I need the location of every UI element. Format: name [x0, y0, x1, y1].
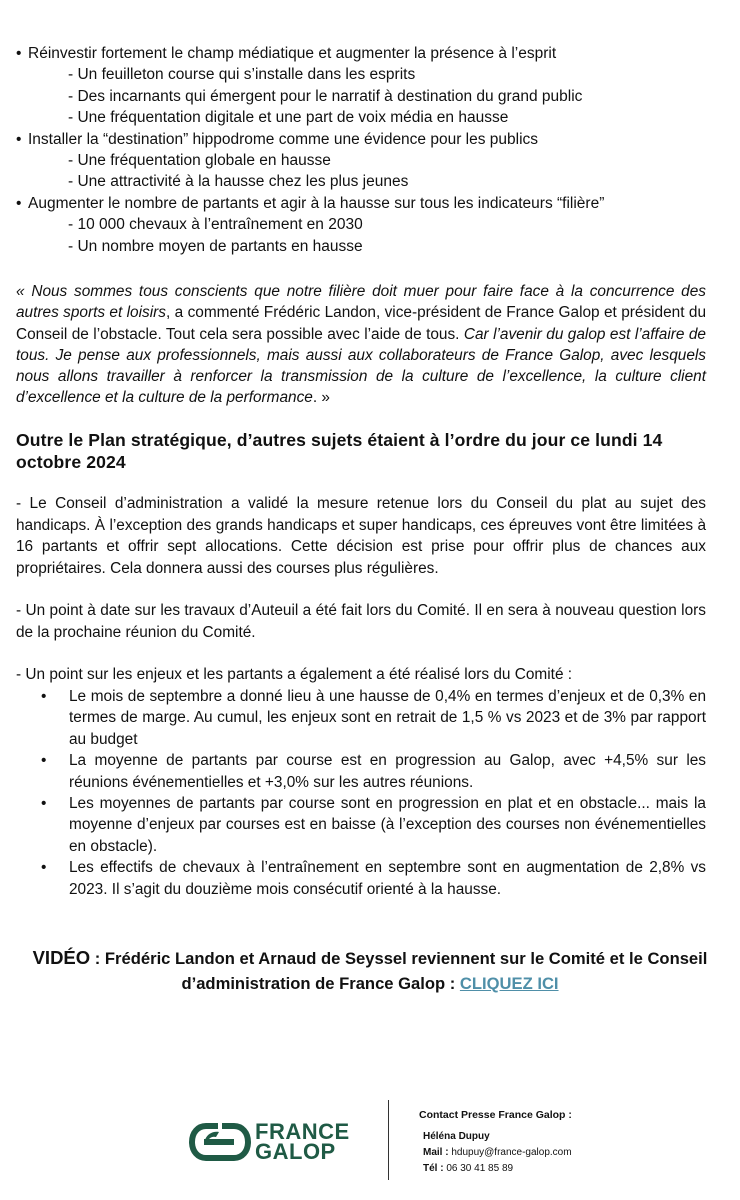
contact-title: Contact Presse France Galop : [419, 1109, 572, 1121]
sub-item: - Un nombre moyen de partants en hausse [68, 237, 363, 255]
sub-item: - Une fréquentation globale en hausse [68, 152, 331, 170]
bullet-dot: • [41, 795, 47, 813]
bullet-dot: • [16, 45, 22, 62]
quote-italic-1: « Nous sommes tous conscients que notre filière doit muer pour faire face à la concurrence des autres sports et loisirs [16, 283, 706, 322]
footer-divider [388, 1100, 389, 1180]
quote-attribution: , a commenté Frédéric Landon, vice-président de France Galop et président du Conseil de l’obstacle. Tout cela sera possible avec l’aide de tous. [16, 304, 707, 343]
contact-name [419, 1129, 729, 1145]
press-contact [419, 1107, 729, 1177]
stats-text: Les moyennes de partants par course sont en progression en plat et en obstacle... mais la moyenne d’enjeux par courses est en baisse (à l’exception des courses non événementielles en obstacle). [69, 795, 706, 855]
tel-value: 06 30 41 85 89 [443, 1163, 514, 1174]
sub-item: - Une fréquentation digitale et une part de voix média en hausse [68, 109, 509, 127]
horseshoe-logo-icon [189, 1120, 251, 1164]
sub-item: - Une attractivité à la hausse chez les plus jeunes [68, 173, 409, 191]
mail-label: Mail : [423, 1147, 449, 1158]
enjeux-intro-paragraph: - Un point sur les enjeux et les partants a également a été réalisé lors du Comité : [16, 666, 573, 683]
bullet-item [16, 43, 716, 64]
bullet-dot: • [16, 130, 22, 148]
contact-name-text: Héléna Dupuy [423, 1131, 490, 1142]
quote-italic-2: Car l’avenir du galop est l’affaire de tous. Je pense aux professionnels, mais aussi aux collaborateurs de France Galop, avec lesquels nous allons travailler à renforcer la transmission de la culture de l’excellence, la culture client d’excellence et la culture de la performance [16, 325, 706, 407]
logo-line-2: GALOP [255, 1139, 336, 1164]
logo-wordmark [255, 1119, 350, 1164]
section-heading: Outre le Plan stratégique, d’autres sujets étaient à l’ordre du jour ce lundi 14 octobre 2024 [16, 430, 663, 472]
bullet-item [16, 193, 716, 214]
bullet-item [16, 129, 716, 150]
contact-mail [419, 1145, 729, 1161]
sub-item: - Des incarnants qui émergent pour le narratif à destination du grand public [68, 87, 583, 105]
stats-text: Les effectifs de chevaux à l’entraînement en septembre sont en augmentation de 2,8% vs 2023. Il s’agit du douzième mois consécutif orienté à la hausse. [69, 859, 706, 898]
video-callout [20, 945, 720, 996]
auteuil-paragraph: - Un point à date sur les travaux d’Auteuil a été fait lors du Comité. Il en sera à nouveau question lors de la prochaine réunion du Comité. [16, 602, 706, 641]
handicaps-paragraph: - Le Conseil d’administration a validé la mesure retenue lors du Conseil du plat au sujet des handicaps. À l’exception des grands handicaps et super handicaps, ces épreuves vont être limitées à 16 partants et offrir sept allocations. Cette décision est prise pour offrir plus de chances aux propriétaires. Cela donnera aussi des courses plus régulières. [16, 495, 706, 577]
bullet-text: Augmenter le nombre de partants et agir à la hausse sur tous les indicateurs “filière” [28, 194, 605, 212]
strategic-plan-list [16, 43, 716, 257]
bullet-dot: • [41, 688, 47, 705]
tel-label: Tél : [423, 1163, 444, 1174]
stats-text: Le mois de septembre a donné lieu à une hausse de 0,4% en termes d’enjeux et de 0,3% en termes de marge. Au cumul, les enjeux sont en retrait de 1,5 % vs 2023 et de 3% par rapport au budget [69, 688, 706, 748]
bullet-dot: • [41, 752, 47, 770]
stats-item [16, 686, 706, 750]
sub-item: - Un feuilleton course qui s’installe dans les esprits [68, 66, 416, 84]
stats-item [16, 750, 706, 793]
contact-tel [419, 1161, 729, 1177]
france-galop-logo [189, 1118, 369, 1168]
stats-item [16, 857, 706, 900]
stats-list [16, 686, 706, 900]
bullet-text: Installer la “destination” hippodrome comme une évidence pour les publics [28, 130, 539, 148]
bullet-text: Réinvestir fortement le champ médiatique et augmenter la présence à l’esprit [28, 45, 557, 62]
stats-text: La moyenne de partants par course est en progression au Galop, avec +4,5% sur les réunions événementielles et +3,0% sur les autres réunions. [69, 752, 706, 791]
landon-quote [16, 281, 706, 409]
video-label: VIDÉO [32, 947, 91, 968]
quote-end: . » [312, 389, 330, 407]
bullet-dot: • [16, 194, 22, 212]
mail-value: hdupuy@france-galop.com [448, 1147, 572, 1158]
bullet-dot: • [41, 859, 47, 877]
stats-item [16, 793, 706, 857]
video-text: : Frédéric Landon et Arnaud de Seyssel reviennent sur le Comité et le Conseil d’administration de France Galop : [90, 949, 708, 993]
logo-line-1: FRANCE [255, 1119, 350, 1144]
video-link[interactable]: CLIQUEZ ICI [459, 974, 559, 993]
sub-item: - 10 000 chevaux à l’entraînement en 2030 [68, 216, 363, 234]
